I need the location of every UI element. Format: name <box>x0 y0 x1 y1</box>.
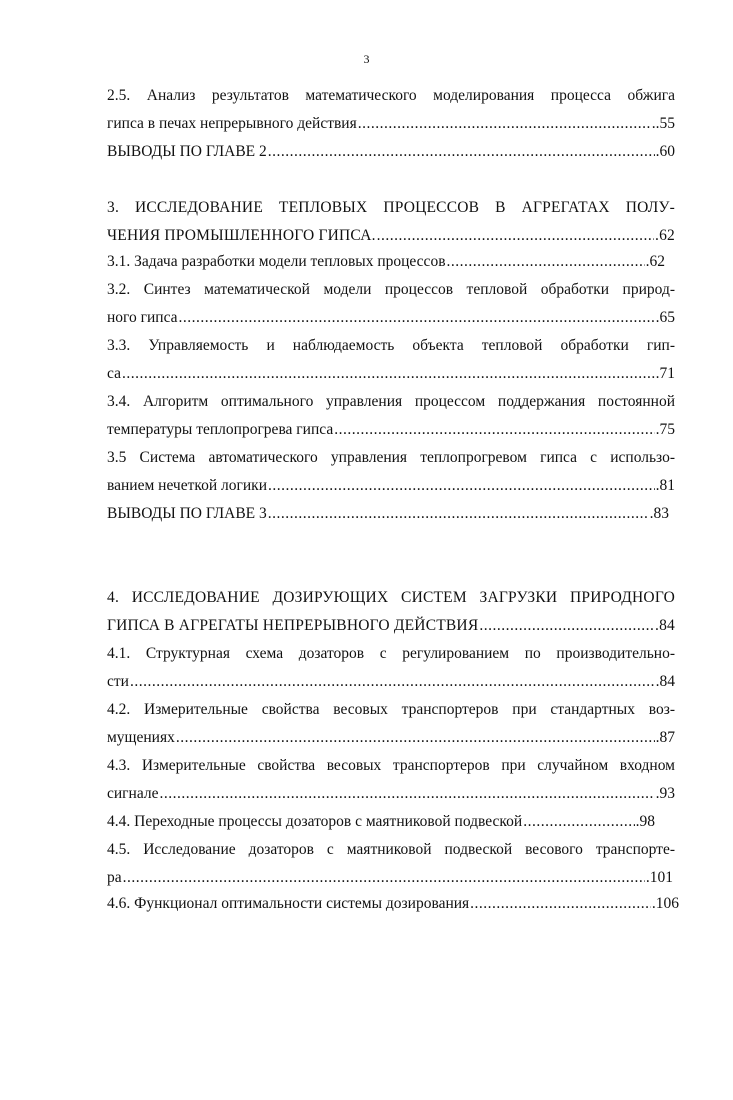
toc-entry-leader-line <box>107 138 675 166</box>
toc-entry-4-1 <box>107 640 675 696</box>
toc-entry-text: 3.5 Система автоматического управления теплопрогревом гипса с использо- <box>107 449 675 466</box>
toc-entry-text: 4. ИССЛЕДОВАНИЕ ДОЗИРУЮЩИХ СИСТЕМ ЗАГРУЗКИ ПРИРОДНОГО <box>107 589 675 606</box>
toc-entry-3-1 <box>107 248 665 276</box>
toc-page-number: .62 <box>645 253 665 270</box>
toc-entry-text: 3.3. Управляемость и наблюдаемость объекта тепловой обработки гип- <box>107 337 675 354</box>
toc-entry-leader-line <box>107 500 669 528</box>
toc-entry-text: 4.1. Структурная схема дозаторов с регулированием по производительно- <box>107 645 675 662</box>
toc-entry-leader-line <box>107 612 675 640</box>
toc-page-number: ..55 <box>651 115 675 132</box>
toc-page-number: .65 <box>655 309 675 326</box>
toc-page-number: .71 <box>655 365 675 382</box>
toc-page-number: .83 <box>649 505 669 522</box>
toc-entry-text: гипса в печах непрерывного действия <box>107 115 357 132</box>
toc-entry-text: ного гипса <box>107 309 178 326</box>
dot-leader <box>523 808 634 836</box>
toc-entry-leader-line <box>107 808 655 836</box>
toc-entry-text: 4.3. Измерительные свойства весовых транспортеров при случайном входном <box>107 757 675 774</box>
toc-entry-leader-line <box>107 668 675 696</box>
toc-entry-3-5 <box>107 444 675 500</box>
toc-entry-text: са <box>107 365 121 382</box>
dot-leader <box>268 472 655 500</box>
dot-leader <box>123 864 645 892</box>
toc-entry-text: 3.1. Задача разработки модели тепловых процессов <box>107 253 446 270</box>
toc-entry-text: ра <box>107 869 122 886</box>
toc-entry-text: мущениях <box>107 729 175 746</box>
toc-page-number: .98 <box>635 813 655 830</box>
toc-entry-2-5 <box>107 82 675 138</box>
toc-entry-leader-line <box>107 360 675 388</box>
toc-entry-leader-line <box>107 780 675 808</box>
dot-leader <box>268 138 655 166</box>
toc-page-number: .93 <box>655 785 675 802</box>
toc-entry-text: сигнале <box>107 785 159 802</box>
toc-entry-text: 4.2. Измерительные свойства весовых транспортеров при стандартных воз- <box>107 701 675 718</box>
toc-entry-leader-line <box>107 110 675 138</box>
toc-entry-text: ЧЕНИЯ ПРОМЫШЛЕННОГО ГИПСА. <box>107 227 376 244</box>
page-number: 3 <box>363 52 370 66</box>
toc-entry-text: ванием нечеткой логики <box>107 477 268 494</box>
toc-entry-leader-line <box>107 864 673 892</box>
dot-leader <box>179 304 655 332</box>
toc-page-number: .81 <box>655 477 675 494</box>
toc-entry-text: 3.4. Алгоритм оптимального управления процессом поддержания постоянной <box>107 393 675 410</box>
toc-entry-4-2 <box>107 696 675 752</box>
toc-entry-3-4 <box>107 388 675 444</box>
toc-entry-3-3 <box>107 332 675 388</box>
toc-entry-conclusions-2 <box>107 138 675 166</box>
dot-leader <box>470 890 651 918</box>
toc-entry-conclusions-3 <box>107 500 669 528</box>
toc-entry-leader-line <box>107 222 675 250</box>
dot-leader <box>176 724 655 752</box>
toc-entry-text: 3.2. Синтез математической модели процессов тепловой обработки природ- <box>107 281 675 298</box>
dot-leader <box>130 668 655 696</box>
toc-page-number: .106 <box>651 895 679 912</box>
toc-entry-leader-line <box>107 890 679 918</box>
toc-entry-4-4 <box>107 808 655 836</box>
toc-entry-text: 4.6. Функционал оптимальности системы дозирования <box>107 895 470 912</box>
dot-leader <box>479 612 654 640</box>
dot-leader <box>159 780 654 808</box>
toc-entry-text: ВЫВОДЫ ПО ГЛАВЕ 2 <box>107 143 267 160</box>
toc-entry-leader-line <box>107 724 675 752</box>
dot-leader <box>334 416 654 444</box>
toc-entry-text: ГИПСА В АГРЕГАТЫ НЕПРЕРЫВНОГО ДЕЙСТВИЯ <box>107 617 479 634</box>
toc-entry-text: 2.5. Анализ результатов математического моделирования процесса обжига <box>107 87 675 104</box>
toc-entry-text: сти <box>107 673 129 690</box>
toc-entry-4-5 <box>107 836 675 892</box>
toc-entry-text: 3. ИССЛЕДОВАНИЕ ТЕПЛОВЫХ ПРОЦЕССОВ В АГРЕГАТАХ ПОЛУ- <box>107 199 675 216</box>
toc-page-number: .84 <box>655 617 675 634</box>
toc-entry-4-6 <box>107 890 679 918</box>
toc-entry-leader-line <box>107 248 665 276</box>
toc-entry-text: 4.4. Переходные процессы дозаторов с маятниковой подвеской <box>107 813 523 830</box>
toc-page-number: .84 <box>655 673 675 690</box>
dot-leader <box>377 222 654 250</box>
toc-page-number: .75 <box>655 421 675 438</box>
toc-page-number: .101 <box>645 869 673 886</box>
toc-entry-leader-line <box>107 472 675 500</box>
dot-leader <box>358 110 651 138</box>
dot-leader <box>268 500 649 528</box>
toc-entry-4-3 <box>107 752 675 808</box>
toc-chapter-4 <box>107 584 675 640</box>
toc-chapter-3 <box>107 194 675 250</box>
toc-entry-text: температуры теплопрогрева гипса <box>107 421 334 438</box>
dot-leader <box>447 248 645 276</box>
toc-entry-text: ВЫВОДЫ ПО ГЛАВЕ 3 <box>107 505 267 522</box>
toc-page-number: .62 <box>655 227 675 244</box>
toc-entry-leader-line <box>107 304 675 332</box>
toc-page-number: .87 <box>655 729 675 746</box>
toc-entry-3-2 <box>107 276 675 332</box>
toc-page-number: .60 <box>655 143 675 160</box>
toc-entry-leader-line <box>107 416 675 444</box>
toc-entry-text: 4.5. Исследование дозаторов с маятниковой подвеской весового транспорте- <box>107 841 675 858</box>
dot-leader <box>122 360 655 388</box>
